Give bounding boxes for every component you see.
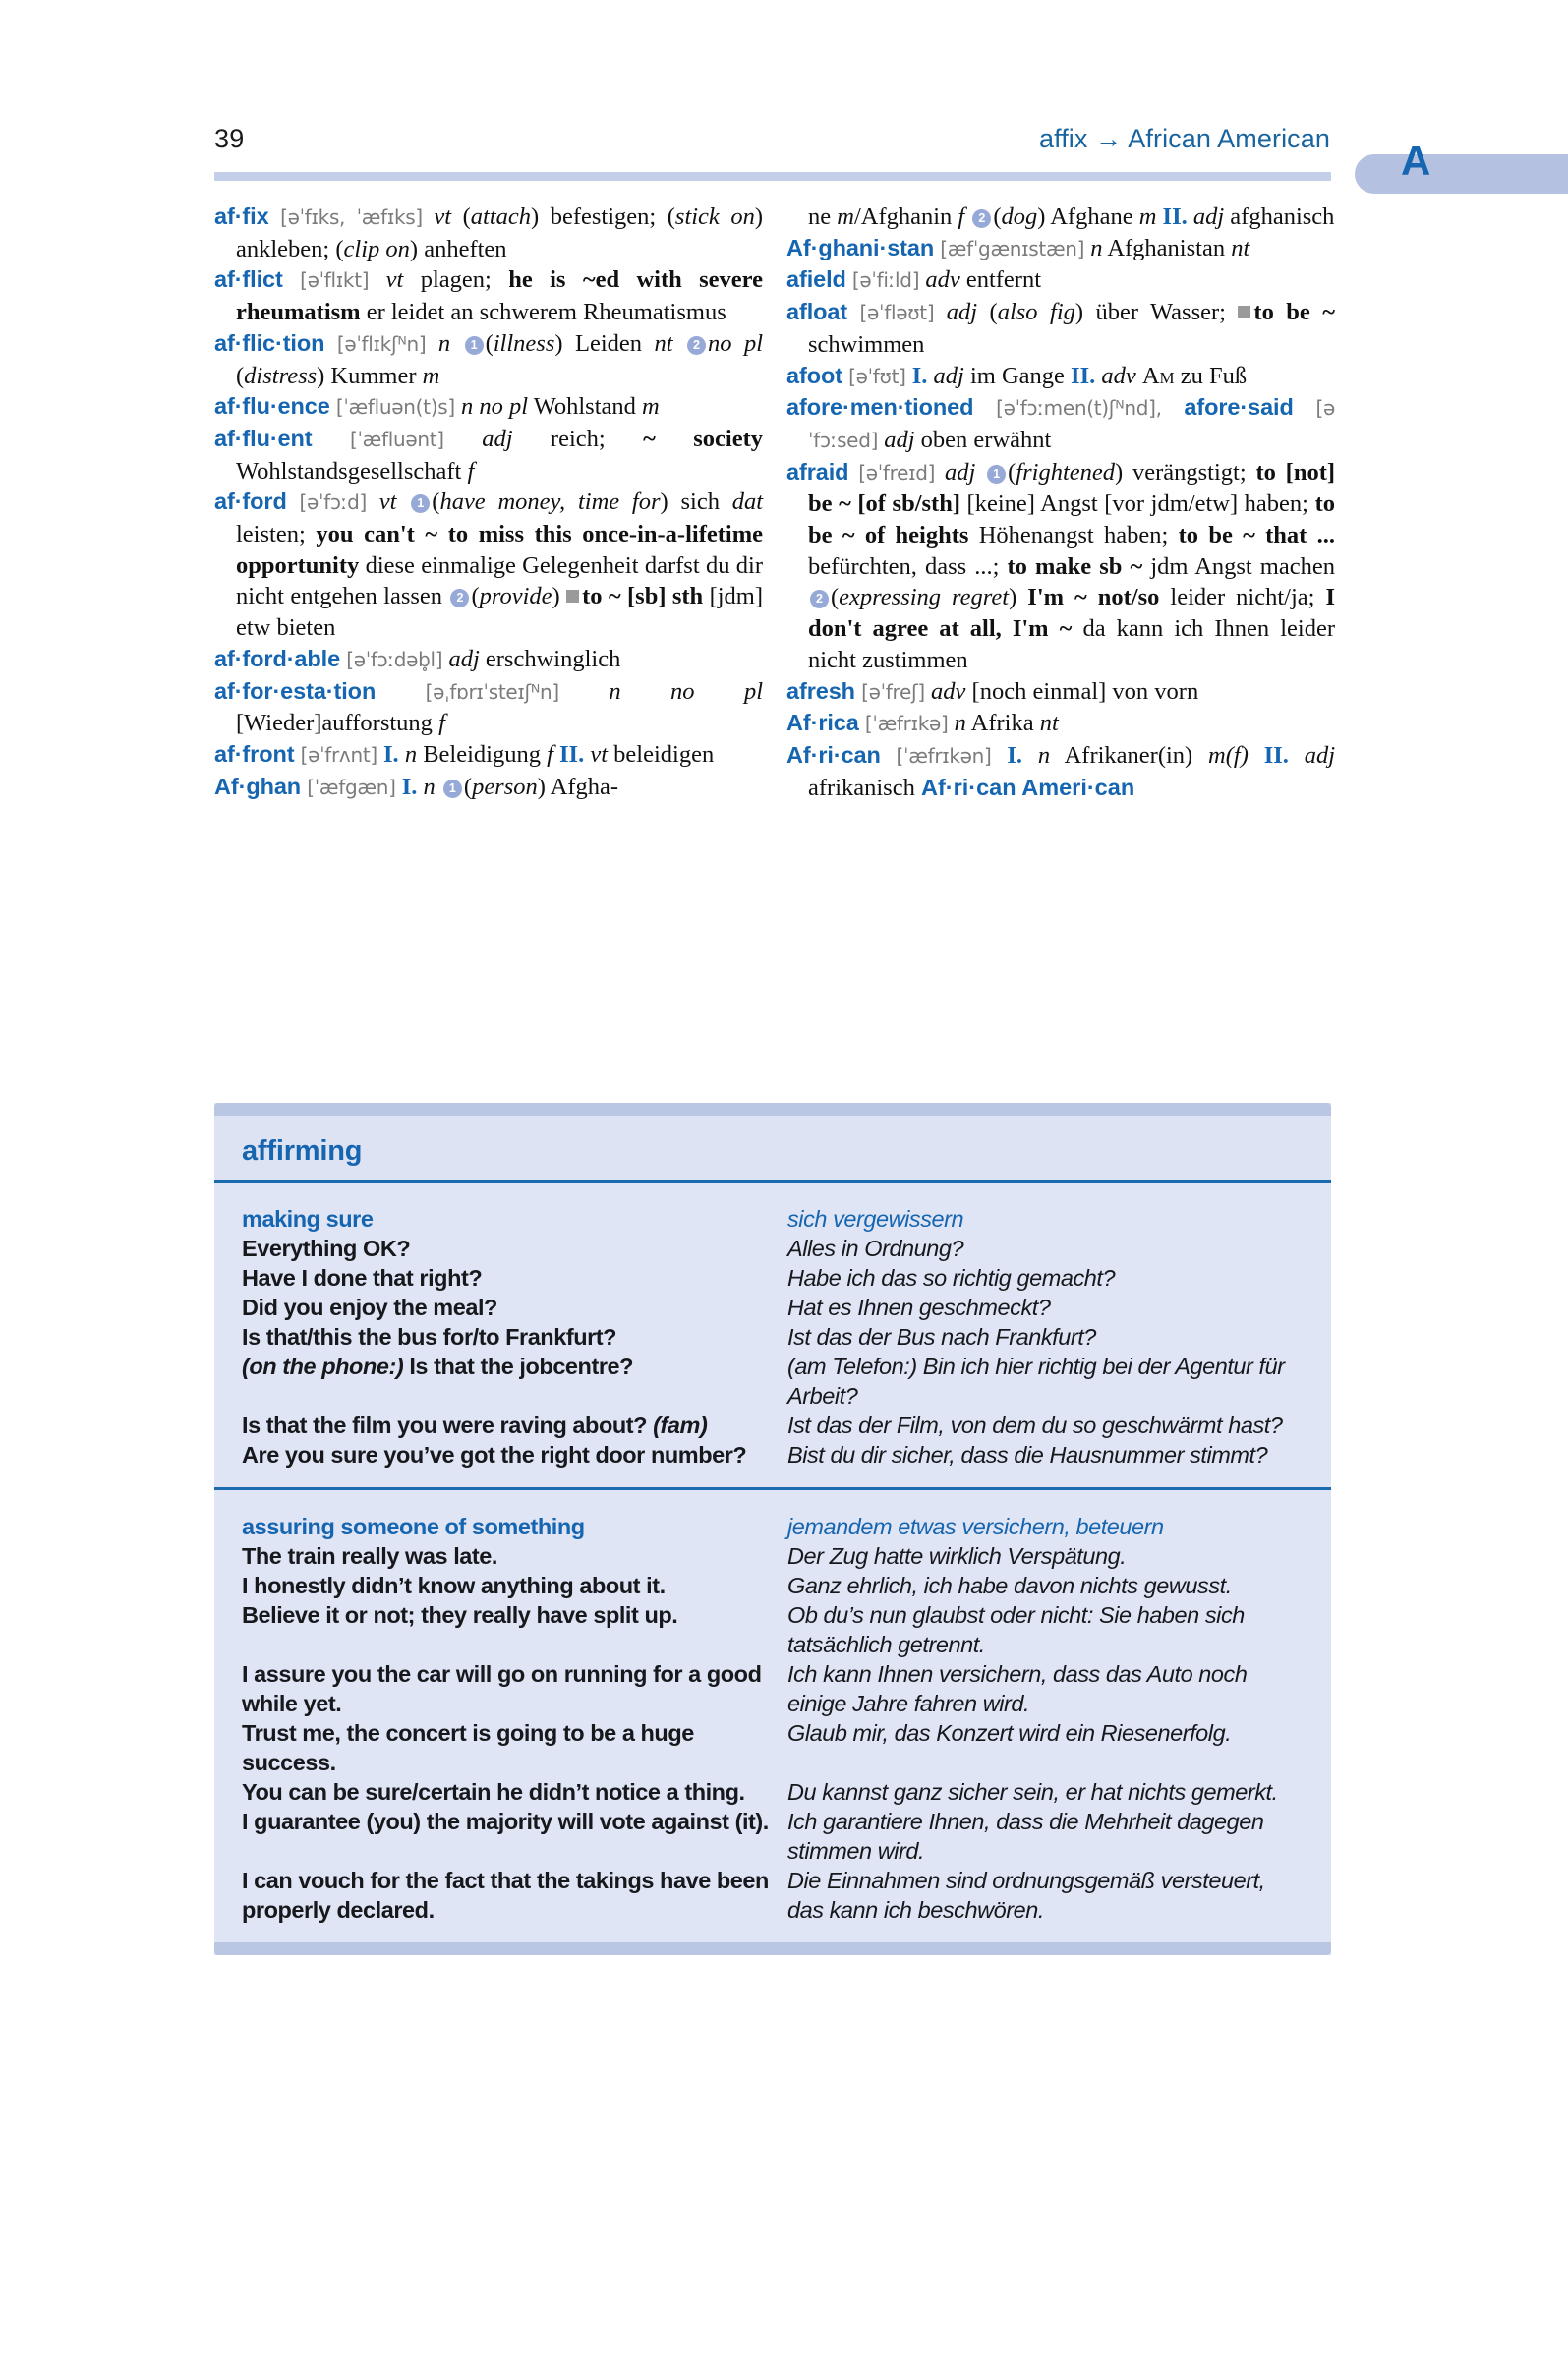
entry-definition: I. n Afrikaner(in) m(f) II. adj afrikanisch Af·ri·can Ameri·can <box>808 741 1336 801</box>
infobox-section <box>214 1183 1331 1487</box>
infobox-phrase-en: Believe it or not; they really have split up. <box>242 1602 678 1628</box>
infobox-phrase-pair <box>242 1322 1304 1352</box>
dictionary-entry <box>214 391 763 424</box>
infobox-phrase-pair <box>242 1777 1304 1807</box>
entry-pronunciation: [əˈfɪks, ˈæfɪks] <box>280 205 423 229</box>
entry-definition: n 1 (illness) Leiden nt 2 no pl (distress) Kummer m <box>236 329 764 389</box>
infobox-section-label-de: jemandem etwas versichern, beteuern <box>787 1514 1164 1539</box>
header-divider-rule <box>214 172 1331 181</box>
dictionary-entry <box>214 739 763 772</box>
dictionary-entry <box>214 424 763 487</box>
entry-headword: af·flict <box>214 266 283 293</box>
infobox-title-bar <box>214 1116 1331 1183</box>
entry-definition: n no pl [Wieder]aufforstung f <box>236 677 764 737</box>
infobox-phrase-pair <box>242 1807 1304 1866</box>
entry-pronunciation: [ˈæfluənt] <box>349 427 444 451</box>
infobox-phrase-de: Habe ich das so richtig gemacht? <box>787 1265 1116 1291</box>
entry-headword: afield <box>786 266 846 293</box>
entry-definition: ne m/Afghanin f 2 (dog) Afghane m II. adj afghanisch <box>808 203 1335 230</box>
infobox-sections <box>214 1183 1331 1942</box>
infobox-phrase-en: Is that/this the bus for/to Frankfurt? <box>242 1324 617 1350</box>
entry-headword: af·flic·tion <box>214 329 325 356</box>
infobox-section-label-row <box>242 1204 1304 1234</box>
entry-definition: adj oben erwähnt <box>884 426 1052 453</box>
dictionary-entry <box>214 676 763 739</box>
dictionary-entry <box>786 361 1335 393</box>
infobox-phrase-de: Die Einnahmen sind ordnungsgemäß versteuert, das kann ich beschwören. <box>787 1868 1265 1923</box>
infobox-phrase-pair <box>242 1659 1304 1718</box>
entry-headword: Af·ghani·stan <box>786 234 935 260</box>
entry-definition: n Afrika nt <box>954 710 1059 737</box>
entry-headword: af·ford <box>214 489 287 515</box>
entry-definition: adj erschwinglich <box>448 645 621 672</box>
entry-definition: I. n Beleidigung f II. vt beleidigen <box>383 740 715 768</box>
dictionary-column-right <box>786 202 1335 803</box>
entry-pronunciation: [ˈæfrɪkən] <box>896 743 992 768</box>
entry-definition: vt 1 (have money, time for) sich dat leisten; you can't ~ to miss this once-in-a-lifetime opportunity diese einmalige Gelegenheit darfst du dir nicht entgehen lassen 2 (provide) to ~ [sb] sth [jdm] etw bieten <box>236 489 764 642</box>
page-number: 39 <box>214 124 245 153</box>
entry-pronunciation: [əˈfɔːmen(t)ʃᴺnd], <box>996 396 1162 421</box>
infobox-section-label-en: making sure <box>242 1206 374 1232</box>
entry-definition: n Afghanistan nt <box>1090 234 1250 261</box>
dictionary-entry <box>786 740 1335 803</box>
entry-headword: afore·men·tioned <box>786 394 974 421</box>
dictionary-entry <box>786 708 1335 740</box>
entry-definition: adj (also fig) über Wasser; to be ~ schwimmen <box>808 299 1335 358</box>
dictionary-entry <box>786 264 1335 297</box>
entry-headword: af·flu·ence <box>214 393 330 420</box>
dictionary-entry <box>214 328 763 391</box>
dictionary-entry <box>214 644 763 676</box>
infobox-phrase-pair <box>242 1411 1304 1440</box>
dictionary-entry <box>786 457 1335 676</box>
infobox-phrase-de: Glaub mir, das Konzert wird ein Riesenerfolg. <box>787 1720 1232 1746</box>
entry-definition: vt (attach) befestigen; (stick on) ankleben; (clip on) anheften <box>236 203 763 262</box>
infobox-phrase-de: Ich garantiere Ihnen, dass die Mehrheit dagegen stimmen wird. <box>787 1809 1264 1864</box>
infobox-phrase-de: Du kannst ganz sicher sein, er hat nichts gemerkt. <box>787 1779 1278 1805</box>
running-head-guidewords: affix → African American <box>1038 124 1330 153</box>
infobox-top-rule <box>214 1103 1331 1116</box>
entry-headword: af·flu·ent <box>214 425 313 451</box>
infobox-phrase-de: Ich kann Ihnen versichern, dass das Auto noch einige Jahre fahren wird. <box>787 1661 1248 1716</box>
entry-pronunciation-variant: [əˈfɔːsed] <box>808 396 1336 452</box>
infobox-phrase-pair <box>242 1600 1304 1659</box>
infobox-phrase-en: I guarantee (you) the majority will vote against (it). <box>242 1809 769 1834</box>
infobox-phrase-de: Hat es Ihnen geschmeckt? <box>787 1295 1051 1320</box>
dictionary-body <box>214 202 1335 803</box>
dictionary-column-left <box>214 202 763 803</box>
dictionary-entry <box>786 297 1335 360</box>
entry-pronunciation: [ˈæfgæn] <box>307 775 396 799</box>
entry-definition: vt plagen; he is ~ed with severe rheumatism er leidet an schwerem Rheumatismus <box>236 266 763 326</box>
infobox-section-label-en: assuring someone of something <box>242 1514 585 1539</box>
infobox-phrase-en: The train really was late. <box>242 1543 497 1569</box>
entry-headword: af·front <box>214 740 295 767</box>
entry-headword: af·for·esta·tion <box>214 677 377 704</box>
usage-infobox <box>214 1103 1331 1955</box>
entry-pronunciation: [əˌfɒrɪˈsteɪʃᴺn] <box>425 679 559 704</box>
entry-headword: af·ford·able <box>214 645 341 671</box>
infobox-phrase-en: I assure you the car will go on running for a good while yet. <box>242 1661 762 1716</box>
running-head <box>214 124 1330 163</box>
dictionary-entry <box>214 202 763 264</box>
infobox-phrase-en: Everything OK? <box>242 1236 411 1261</box>
infobox-phrase-de: Alles in Ordnung? <box>787 1236 964 1261</box>
infobox-phrase-pair <box>242 1352 1304 1411</box>
thumb-index-tab <box>1355 154 1568 194</box>
entry-pronunciation: [əˈfreɪd] <box>858 460 936 485</box>
entry-pronunciation: [əˈfɔːdəb̥l] <box>346 647 443 671</box>
infobox-phrase-pair <box>242 1571 1304 1600</box>
infobox-phrase-en: Is that the film you were raving about? (fam) <box>242 1413 708 1438</box>
dictionary-entry <box>786 233 1335 265</box>
dictionary-entry <box>214 264 763 327</box>
entry-pronunciation: [əˈfreʃ] <box>861 679 925 704</box>
entry-definition: I. adj im Gange II. adv Am zu Fuß <box>911 362 1248 389</box>
entry-pronunciation: [əˈfləʊt] <box>859 301 935 325</box>
infobox-phrase-pair <box>242 1718 1304 1777</box>
entry-definition: n no pl Wohlstand m <box>460 393 660 421</box>
dictionary-entry <box>214 772 763 804</box>
dictionary-entry <box>786 392 1335 456</box>
infobox-phrase-de: Ganz ehrlich, ich habe davon nichts gewusst. <box>787 1573 1232 1598</box>
entry-headword: afoot <box>786 362 842 388</box>
entry-pronunciation: [əˈfʊt] <box>848 364 906 388</box>
entry-definition: adv [noch einmal] von vorn <box>931 677 1199 705</box>
entry-headword-variant: afore·said <box>1184 394 1294 421</box>
entry-pronunciation: [əˈflɪkt] <box>300 268 370 293</box>
thumb-index-letter: A <box>1401 138 1431 184</box>
infobox-phrase-en: Are you sure you’ve got the right door number? <box>242 1442 747 1468</box>
entry-headword: af·fix <box>214 203 269 229</box>
infobox-phrase-en: Did you enjoy the meal? <box>242 1295 497 1320</box>
infobox-section <box>214 1487 1331 1942</box>
entry-headword: afloat <box>786 299 848 325</box>
entry-definition: adj reich; ~ society Wohlstandsgesellschaft f <box>236 425 764 485</box>
infobox-phrase-de: Ist das der Bus nach Frankfurt? <box>787 1324 1096 1350</box>
infobox-phrase-de: (am Telefon:) Bin ich hier richtig bei der Agentur für Arbeit? <box>787 1354 1285 1409</box>
entry-headword: afraid <box>786 458 849 485</box>
infobox-phrase-en: Trust me, the concert is going to be a huge success. <box>242 1720 694 1775</box>
infobox-phrase-de: Der Zug hatte wirklich Verspätung. <box>787 1543 1127 1569</box>
infobox-section-label-de: sich vergewissern <box>787 1206 964 1232</box>
entry-headword: Af·rica <box>786 710 859 736</box>
entry-pronunciation: [əˈflɪkʃᴺn] <box>336 331 427 356</box>
infobox-phrase-en: I honestly didn’t know anything about it. <box>242 1573 666 1598</box>
entry-definition: I. n 1 (person) Afgha- <box>401 773 619 800</box>
entry-definition: adv entfernt <box>925 266 1042 294</box>
infobox-phrase-en: You can be sure/certain he didn’t notice a thing. <box>242 1779 745 1805</box>
entry-pronunciation: [ˈæfluən(t)s] <box>335 395 455 420</box>
infobox-phrase-en: (on the phone:) Is that the jobcentre? <box>242 1354 634 1379</box>
entry-pronunciation: [ˈæfrɪkə] <box>864 712 949 736</box>
entry-pronunciation: [əˈfɔːd] <box>299 491 367 515</box>
infobox-phrase-de: Ist das der Film, von dem du so geschwärmt hast? <box>787 1413 1283 1438</box>
entry-pronunciation: [æfˈgænɪstæn] <box>940 236 1085 260</box>
infobox-phrase-en: Have I done that right? <box>242 1265 483 1291</box>
entry-headword: afresh <box>786 677 855 704</box>
entry-pronunciation: [əˈfrʌnt] <box>300 742 377 767</box>
entry-headword: Af·ri·can <box>786 741 881 768</box>
infobox-bottom-rule <box>214 1942 1331 1955</box>
infobox-phrase-pair <box>242 1263 1304 1293</box>
entry-pronunciation: [əˈfiːld] <box>851 268 920 293</box>
entry-headword: Af·ghan <box>214 773 302 799</box>
infobox-phrase-en: I can vouch for the fact that the takings have been properly declared. <box>242 1868 769 1923</box>
infobox-phrase-pair <box>242 1541 1304 1571</box>
infobox-title: affirming <box>242 1135 363 1167</box>
infobox-phrase-pair <box>242 1440 1304 1470</box>
infobox-section-label-row <box>242 1512 1304 1541</box>
infobox-phrase-pair <box>242 1234 1304 1263</box>
infobox-phrase-pair <box>242 1293 1304 1322</box>
dictionary-entry <box>786 676 1335 709</box>
infobox-phrase-de: Ob du’s nun glaubst oder nicht: Sie haben sich tatsächlich getrennt. <box>787 1602 1245 1657</box>
dictionary-entry <box>214 487 763 644</box>
entry-definition: adj 1 (frightened) verängstigt; to [not] be ~ [of sb/sth] [keine] Angst [vor jdm/etw] haben; to be ~ of heights Höhenangst haben; to be ~ that ... befürchten, dass ...; to make sb ~ jdm Angst machen 2 (expressing regret) I'm ~ not/so leider nicht/ja; I don't agree at all, I'm ~ da kann ich Ihnen leider nicht zustimmen <box>808 458 1336 673</box>
dictionary-entry <box>786 202 1335 233</box>
infobox-phrase-pair <box>242 1866 1304 1925</box>
infobox-phrase-de: Bist du dir sicher, dass die Hausnummer stimmt? <box>787 1442 1268 1468</box>
